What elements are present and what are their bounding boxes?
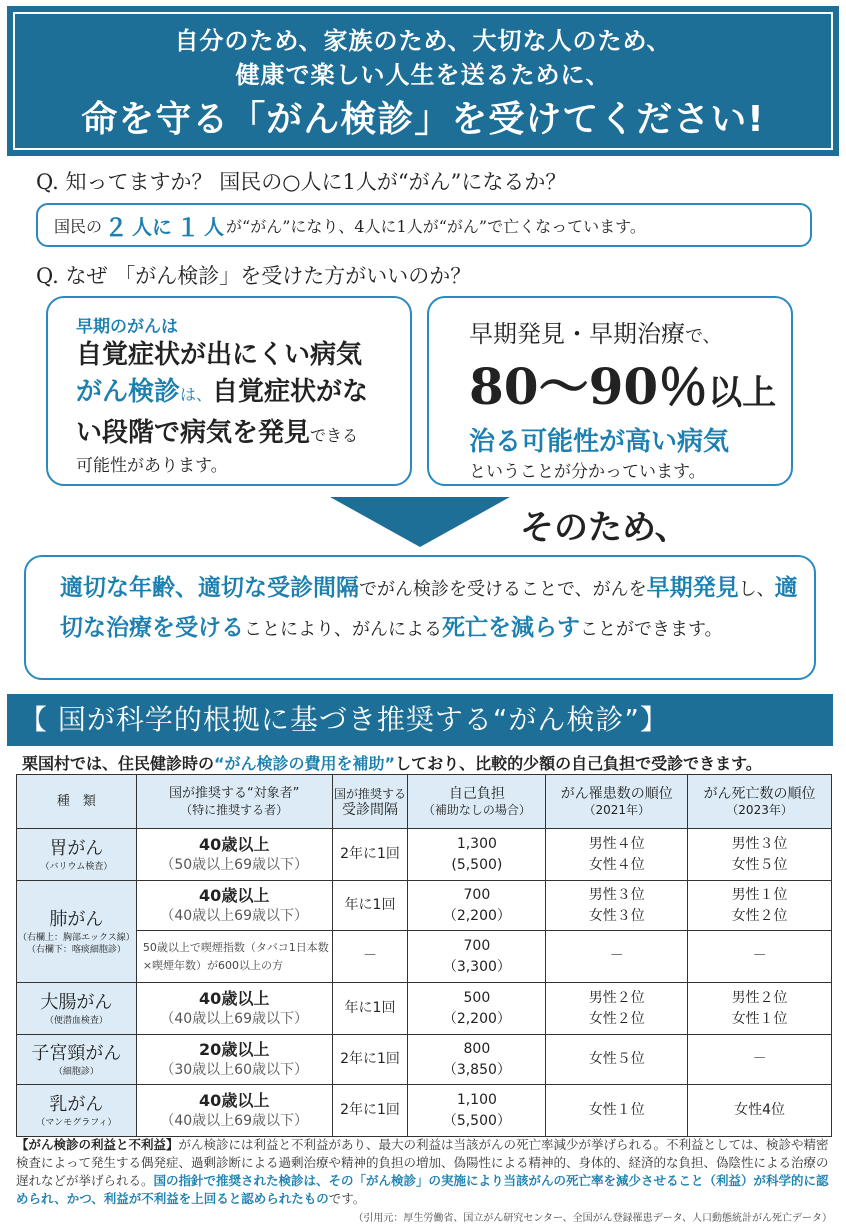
conclusion-key-1: 適切な年齢、適切な受診間隔 [60,575,359,601]
conclusion-text-1: でがん検診を受けることで、がんを [359,579,647,600]
type-lung: 肺がん （右欄上：胸部エックス線） （右欄下：喀痰細胞診） [17,881,137,983]
incidence-lung: 男性３位 女性３位 [546,881,688,931]
death-cervix: － [688,1035,832,1085]
screening-table [16,774,832,1137]
conclusion-key-2: 早期発見 [646,575,739,601]
table-row [17,931,832,983]
subsidy-highlight: “がん検診の費用を補助” [214,754,396,773]
card-right-footer: ということが分かっています。 [469,462,706,482]
banner-line-2: 健康で楽しい人生を送るために、 [235,61,611,89]
interval-colon: 年に1回 [332,983,408,1035]
conclusion-key-4: 死亡を減らす [442,615,580,641]
answer-1-big-a: ２ [104,213,129,242]
down-arrow-icon [330,497,510,547]
death-lung: 男性１位 女性２位 [688,881,832,931]
answer-1-big-b: 人に [132,214,173,239]
incidence-colon: 男性２位 女性２位 [546,983,688,1035]
subsidy-text-a: 栗国村では、住民健診時の [22,754,215,773]
header-interval: 国が推奨する 受診間隔 [332,775,408,829]
death-breast: 女性4位 [688,1085,832,1137]
conclusion-text-3: ことにより、がんによる [244,619,442,640]
interval-cervix: 2年に1回 [332,1035,408,1085]
source-citation: （引用元：厚生労働省、国立がん研究センター、全国がん登録罹患データ、人口動態統計がん死亡データ） [353,1213,832,1224]
target-colon: 40歳以上 （40歳以上69歳以下） [136,983,332,1035]
table-row [17,1085,832,1137]
incidence-breast: 女性１位 [546,1085,688,1137]
header-cost: 自己負担 （補助なしの場合） [408,775,546,829]
answer-1-big-d: 人 [204,214,225,239]
card-right-highlight: 治る可能性が高い病気 [469,427,730,457]
interval-lung: 年に1回 [332,881,408,931]
card-right-percent [469,355,781,425]
target-breast: 40歳以上 （40歳以上69歳以下） [136,1085,332,1137]
early-cancer-card [46,296,412,486]
type-colon: 大腸がん （便潜血検査） [17,983,137,1035]
cost-lung-sputum: 700 （3,300） [408,931,546,983]
benefit-harm-note [16,1136,836,1208]
cost-breast: 1,100 （5,500） [408,1085,546,1137]
cure-rate-card [427,296,793,486]
conclusion-key-3: 適切な治療を受ける [60,575,798,641]
header-incidence: がん罹患数の順位 （2021年） [546,775,688,829]
conclusion-text-4: ことができます。 [580,619,723,640]
table-row [17,881,832,931]
note-highlight: 国の指針で推奨された検診は、その「がん検診」の実施により当該がんの死亡率を減少させること（利益）が科学的に認められ、かつ、利益が不利益を上回ると認められたもの [16,1173,829,1206]
answer-1-pre: 国民の [54,216,103,236]
header-target: 国が推奨する“対象者” （特に推奨する者） [136,775,332,829]
card-left-headline: 自覚症状が出にくい病気 [76,340,363,370]
table-row [17,1035,832,1085]
banner-line-1: 自分のため、家族のため、大切な人のため、 [174,27,672,55]
table-row [17,983,832,1035]
table-row [17,829,832,881]
question-1: Q. 知ってますか？ 国民の○人に1人が“がん”になるか？ [36,170,567,194]
note-body: がん検診には利益と不利益があり、最大の利益は当該がんの死亡率減少が挙げられる。不利益としては、検診や精密検査によって発生する偶発症、過剰診断による過剰治療や精神的負担の増加、偽陽性による精神的、身体的、経済的な負担、偽陰性による治療の遅れなどが挙げられる。 [16,1137,829,1188]
card-left-footer: 可能性があります。 [76,456,228,476]
subsidy-text [22,751,762,774]
type-breast: 乳がん （マンモグラフィ） [17,1085,137,1137]
question-2: Q. なぜ 「がん検診」を受けた方がいいのか？ [36,264,472,288]
target-cervix: 20歳以上 （30歳以上60歳以下） [136,1035,332,1085]
card-right-title-particle: で、 [685,326,721,347]
card-right-title [469,316,781,355]
answer-1-box [36,203,812,247]
header-death: がん死亡数の順位 （2023年） [688,775,832,829]
cost-colon: 500 （2,200） [408,983,546,1035]
cost-cervix: 800 （3,850） [408,1035,546,1085]
target-lung: 40歳以上 （40歳以上69歳以下） [136,881,332,931]
target-lung-sputum: 50歳以上で喫煙指数（タバコ1日本数×喫煙年数）が600以上の方 [136,931,332,983]
cost-lung: 700 （2,200） [408,881,546,931]
incidence-lung-sputum: － [546,931,688,983]
answer-1-big-c: １ [176,213,201,242]
header-banner [7,6,839,156]
death-colon: 男性２位 女性１位 [688,983,832,1035]
incidence-cervix: 女性５位 [546,1035,688,1085]
interval-stomach: 2年に1回 [332,829,408,881]
death-lung-sputum: － [688,931,832,983]
card-left-title: 早期のがんは [76,317,178,337]
type-cervix: 子宮頸がん （細胞診） [17,1035,137,1085]
card-left-text-a: 自覚症状がな [212,377,369,407]
interval-breast: 2年に1回 [332,1085,408,1137]
card-left-particle: は、 [180,385,213,404]
target-stomach: 40歳以上 （50歳以上69歳以下） [136,829,332,881]
type-stomach: 胃がん （バリウム検査） [17,829,137,881]
answer-1-post: が“がん”になり、4人に1人が“がん”で亡くなっています。 [226,216,646,236]
card-right-percent-value: 80～90％ [469,357,709,416]
conclusion-text-2: し、 [738,579,775,600]
banner-headline: 命を守る「がん検診」を受けてください! [81,99,765,140]
card-right-percent-suffix: 以上 [708,373,777,413]
note-heading: 【がん検診の利益と不利益】 [16,1137,179,1152]
cost-stomach: 1,300 (5,500) [408,829,546,881]
card-left-keyword: がん検診 [76,377,181,407]
interval-lung-sputum: － [332,931,408,983]
death-stomach: 男性３位 女性５位 [688,829,832,881]
table-header-row [17,775,832,829]
note-end: です。 [328,1191,366,1206]
card-right-title-main: 早期発見・早期治療 [469,320,685,348]
conclusion-box [24,555,816,680]
section-title: 【 国が科学的根拠に基づき推奨する“がん検診”】 [7,694,833,746]
header-type: 種 類 [17,775,137,829]
card-left-text-b: い段階で病気を発見 [76,418,311,448]
card-left-text-c: できる [310,426,359,445]
incidence-stomach: 男性４位 女性４位 [546,829,688,881]
subsidy-text-c: しており、比較的少額の自己負担で受診できます。 [395,754,762,773]
card-left-body [76,373,396,455]
transition-text: そのため、 [520,508,689,548]
